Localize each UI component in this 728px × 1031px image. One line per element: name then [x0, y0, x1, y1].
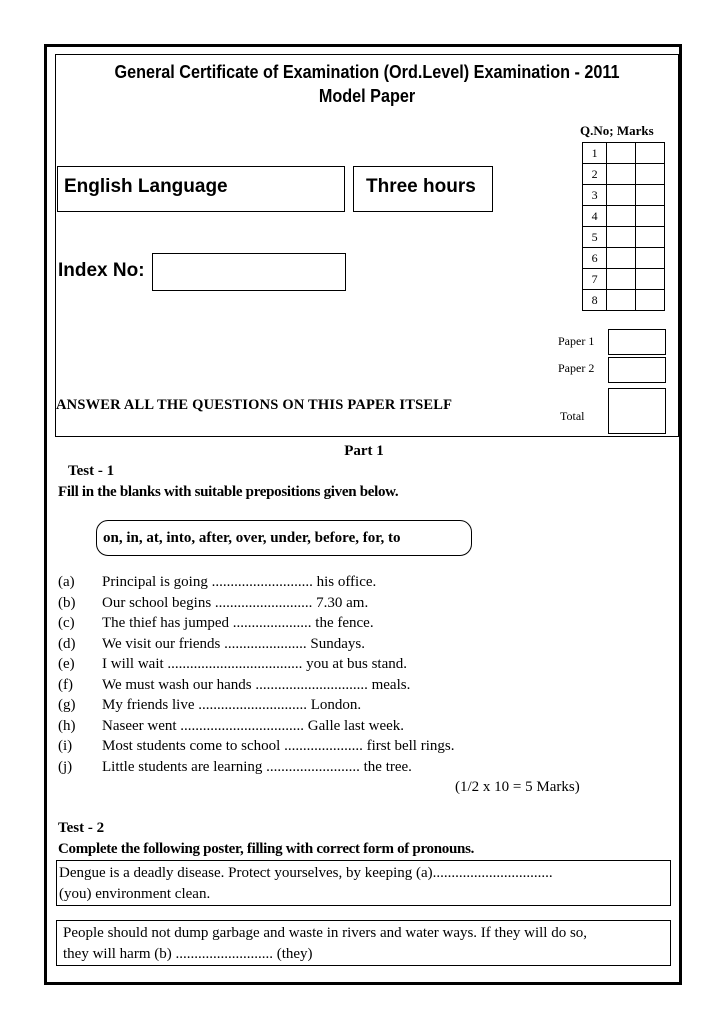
poster1-line1: Dengue is a deadly disease. Protect yourselves, by keeping (a)................................	[59, 865, 553, 881]
question-number: 2	[583, 164, 607, 185]
question-item	[58, 757, 412, 777]
instruction-text: ANSWER ALL THE QUESTIONS ON THIS PAPER ITSELF	[56, 397, 453, 413]
question-item	[58, 654, 407, 674]
title-line-2: Model Paper	[318, 86, 416, 106]
marks-row	[583, 206, 665, 227]
poster2-line1: People should not dump garbage and waste in rivers and water ways. If they will do so,	[63, 925, 588, 941]
marks-cell[interactable]	[636, 227, 665, 248]
question-number: 8	[583, 290, 607, 311]
question-number: 3	[583, 185, 607, 206]
question-item	[58, 572, 376, 592]
test2-instruction: Complete the following poster, filling with correct form of pronouns.	[58, 841, 475, 857]
question-text: Naseer went ................................. Galle last week.	[102, 717, 405, 734]
question-text: Little students are learning ......................... the tree.	[102, 758, 412, 775]
question-text: I will wait .................................... you at bus stand.	[102, 656, 407, 672]
title-line-1: General Certificate of Examination (Ord.Level) Examination - 2011	[114, 62, 620, 82]
marks-cell[interactable]	[607, 164, 636, 185]
duration-label: Three hours	[366, 176, 476, 197]
question-text: We must wash our hands .............................. meals.	[102, 676, 411, 693]
question-item	[58, 695, 361, 715]
preposition-options: on, in, at, into, after, over, under, before, for, to	[96, 520, 472, 556]
total-marks-box[interactable]	[608, 388, 666, 434]
marks-row	[583, 269, 665, 290]
question-text: Our school begins .......................... 7.30 am.	[102, 594, 369, 611]
question-label: (d)	[58, 635, 76, 652]
marks-cell[interactable]	[636, 143, 665, 164]
question-text: Most students come to school ..................... first bell rings.	[102, 738, 455, 754]
marks-cell[interactable]	[636, 248, 665, 269]
subject-box	[57, 166, 345, 212]
marks-cell[interactable]	[607, 185, 636, 206]
marks-row	[583, 143, 665, 164]
question-text: We visit our friends ...................... Sundays.	[102, 635, 365, 652]
exam-title	[86, 60, 648, 108]
question-number: 4	[583, 206, 607, 227]
marks-cell[interactable]	[636, 290, 665, 311]
paper2-label: Paper 2	[558, 361, 595, 375]
marks-cell[interactable]	[636, 185, 665, 206]
question-item	[58, 613, 374, 633]
marks-row	[583, 290, 665, 311]
question-label: (e)	[58, 656, 75, 672]
marks-cell[interactable]	[607, 143, 636, 164]
marks-cell[interactable]	[607, 227, 636, 248]
paper1-marks-box[interactable]	[608, 329, 666, 355]
total-label: Total	[560, 409, 585, 423]
test2-title: Test - 2	[58, 820, 105, 836]
poster2-line2: they will harm (b) .......................... (they)	[63, 946, 313, 962]
question-number: 1	[583, 143, 607, 164]
question-label: (f)	[58, 676, 73, 693]
index-label: Index No:	[58, 260, 145, 281]
question-label: (j)	[58, 758, 73, 775]
poster1-line2: (you) environment clean.	[59, 886, 211, 902]
marks-table-heading: Q.No; Marks	[580, 123, 654, 138]
question-number: 7	[583, 269, 607, 290]
question-item	[58, 736, 454, 756]
poster-box-1	[56, 860, 671, 906]
question-label: (h)	[58, 717, 76, 734]
paper1-label: Paper 1	[558, 334, 595, 348]
poster-box-2	[56, 920, 671, 966]
marks-row	[583, 248, 665, 269]
question-number: 5	[583, 227, 607, 248]
marks-cell[interactable]	[636, 206, 665, 227]
question-label: (g)	[58, 697, 76, 713]
question-label: (i)	[58, 738, 73, 754]
subject-label: English Language	[64, 176, 228, 197]
marks-row	[583, 164, 665, 185]
question-item	[58, 634, 365, 654]
marks-table	[582, 142, 665, 311]
question-item	[58, 675, 410, 695]
question-label: (c)	[58, 615, 75, 631]
question-label: (b)	[58, 594, 76, 611]
marks-row	[583, 227, 665, 248]
question-label: (a)	[58, 574, 75, 590]
question-item	[58, 593, 368, 613]
marks-cell[interactable]	[607, 248, 636, 269]
test1-marks: (1/2 x 10 = 5 Marks)	[455, 779, 580, 795]
marks-cell[interactable]	[607, 290, 636, 311]
test1-instruction: Fill in the blanks with suitable prepositions given below.	[58, 484, 399, 500]
question-number: 6	[583, 248, 607, 269]
part-heading: Part 1	[344, 443, 384, 459]
question-text: Principal is going ........................... his office.	[102, 574, 377, 590]
test1-title: Test - 1	[68, 463, 115, 479]
marks-cell[interactable]	[636, 269, 665, 290]
index-number-field[interactable]	[152, 253, 346, 291]
marks-cell[interactable]	[636, 164, 665, 185]
question-text: The thief has jumped ..................... the fence.	[102, 615, 374, 631]
marks-row	[583, 185, 665, 206]
duration-box	[353, 166, 493, 212]
marks-cell[interactable]	[607, 206, 636, 227]
question-text: My friends live ............................. London.	[102, 697, 362, 713]
question-item	[58, 716, 404, 736]
marks-cell[interactable]	[607, 269, 636, 290]
paper2-marks-box[interactable]	[608, 357, 666, 383]
